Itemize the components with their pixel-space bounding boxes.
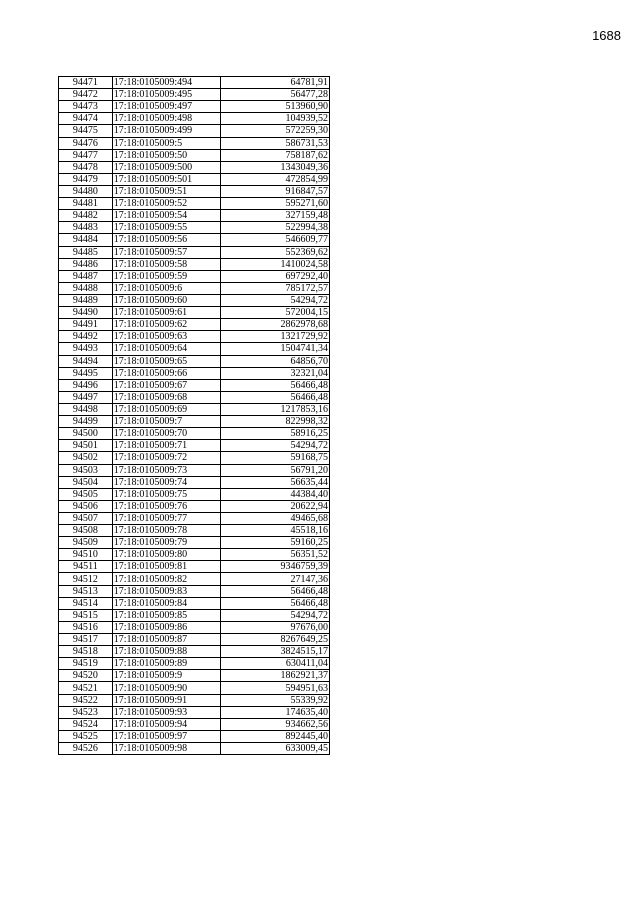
row-id-cell: 94507 [59, 512, 113, 524]
table-row [59, 416, 330, 428]
value-cell: 513960,90 [220, 101, 329, 113]
cadastral-number-cell: 17:18:0105009:51 [112, 185, 220, 197]
row-id-cell: 94489 [59, 294, 113, 306]
cadastral-number-cell: 17:18:0105009:81 [112, 561, 220, 573]
row-id-cell: 94478 [59, 161, 113, 173]
table-row [59, 488, 330, 500]
row-id-cell: 94479 [59, 173, 113, 185]
value-cell: 472854,99 [220, 173, 329, 185]
row-id-cell: 94473 [59, 101, 113, 113]
row-id-cell: 94526 [59, 743, 113, 755]
value-cell: 104939,52 [220, 113, 329, 125]
row-id-cell: 94511 [59, 561, 113, 573]
cadastral-number-cell: 17:18:0105009:494 [112, 77, 220, 89]
value-cell: 522994,38 [220, 222, 329, 234]
cadastral-number-cell: 17:18:0105009:5 [112, 137, 220, 149]
row-id-cell: 94496 [59, 379, 113, 391]
value-cell: 56466,48 [220, 391, 329, 403]
cadastral-number-cell: 17:18:0105009:7 [112, 416, 220, 428]
row-id-cell: 94509 [59, 537, 113, 549]
row-id-cell: 94505 [59, 488, 113, 500]
row-id-cell: 94497 [59, 391, 113, 403]
value-cell: 552369,62 [220, 246, 329, 258]
cadastral-number-cell: 17:18:0105009:500 [112, 161, 220, 173]
row-id-cell: 94524 [59, 718, 113, 730]
cadastral-number-cell: 17:18:0105009:66 [112, 367, 220, 379]
table-row [59, 222, 330, 234]
value-cell: 327159,48 [220, 210, 329, 222]
table-row [59, 573, 330, 585]
value-cell: 56466,48 [220, 597, 329, 609]
data-table [58, 76, 330, 755]
value-cell: 3824515,17 [220, 646, 329, 658]
value-cell: 758187,62 [220, 149, 329, 161]
cadastral-number-cell: 17:18:0105009:9 [112, 670, 220, 682]
table-row [59, 331, 330, 343]
row-id-cell: 94522 [59, 694, 113, 706]
row-id-cell: 94474 [59, 113, 113, 125]
value-cell: 1343049,36 [220, 161, 329, 173]
value-cell: 8267649,25 [220, 634, 329, 646]
table-row [59, 234, 330, 246]
row-id-cell: 94480 [59, 185, 113, 197]
table-row [59, 173, 330, 185]
cadastral-number-cell: 17:18:0105009:82 [112, 573, 220, 585]
table-row [59, 89, 330, 101]
table-row [59, 452, 330, 464]
cadastral-number-cell: 17:18:0105009:83 [112, 585, 220, 597]
value-cell: 595271,60 [220, 198, 329, 210]
value-cell: 1504741,34 [220, 343, 329, 355]
row-id-cell: 94523 [59, 706, 113, 718]
row-id-cell: 94493 [59, 343, 113, 355]
value-cell: 44384,40 [220, 488, 329, 500]
cadastral-number-cell: 17:18:0105009:85 [112, 609, 220, 621]
cadastral-number-cell: 17:18:0105009:98 [112, 743, 220, 755]
row-id-cell: 94484 [59, 234, 113, 246]
row-id-cell: 94501 [59, 440, 113, 452]
table-row [59, 161, 330, 173]
table-row [59, 270, 330, 282]
value-cell: 32321,04 [220, 367, 329, 379]
cadastral-number-cell: 17:18:0105009:497 [112, 101, 220, 113]
value-cell: 633009,45 [220, 743, 329, 755]
value-cell: 822998,32 [220, 416, 329, 428]
cadastral-number-cell: 17:18:0105009:86 [112, 621, 220, 633]
cadastral-number-cell: 17:18:0105009:84 [112, 597, 220, 609]
table-row [59, 355, 330, 367]
row-id-cell: 94499 [59, 416, 113, 428]
row-id-cell: 94517 [59, 634, 113, 646]
cadastral-number-cell: 17:18:0105009:498 [112, 113, 220, 125]
cadastral-number-cell: 17:18:0105009:58 [112, 258, 220, 270]
table-row [59, 525, 330, 537]
value-cell: 594951,63 [220, 682, 329, 694]
row-id-cell: 94520 [59, 670, 113, 682]
value-cell: 20622,94 [220, 500, 329, 512]
cadastral-number-cell: 17:18:0105009:80 [112, 549, 220, 561]
cadastral-number-cell: 17:18:0105009:79 [112, 537, 220, 549]
value-cell: 45518,16 [220, 525, 329, 537]
value-cell: 56791,20 [220, 464, 329, 476]
table-row [59, 343, 330, 355]
cadastral-number-cell: 17:18:0105009:88 [112, 646, 220, 658]
row-id-cell: 94494 [59, 355, 113, 367]
cadastral-number-cell: 17:18:0105009:72 [112, 452, 220, 464]
row-id-cell: 94508 [59, 525, 113, 537]
cadastral-number-cell: 17:18:0105009:93 [112, 706, 220, 718]
table-row [59, 428, 330, 440]
table-row [59, 718, 330, 730]
cadastral-number-cell: 17:18:0105009:56 [112, 234, 220, 246]
value-cell: 934662,56 [220, 718, 329, 730]
table-row [59, 743, 330, 755]
cadastral-number-cell: 17:18:0105009:94 [112, 718, 220, 730]
value-cell: 586731,53 [220, 137, 329, 149]
table-row [59, 137, 330, 149]
value-cell: 546609,77 [220, 234, 329, 246]
row-id-cell: 94500 [59, 428, 113, 440]
cadastral-number-cell: 17:18:0105009:91 [112, 694, 220, 706]
table-row [59, 440, 330, 452]
value-cell: 697292,40 [220, 270, 329, 282]
table-row [59, 125, 330, 137]
row-id-cell: 94519 [59, 658, 113, 670]
row-id-cell: 94482 [59, 210, 113, 222]
cadastral-number-cell: 17:18:0105009:97 [112, 730, 220, 742]
value-cell: 64781,91 [220, 77, 329, 89]
cadastral-number-cell: 17:18:0105009:57 [112, 246, 220, 258]
table-row [59, 706, 330, 718]
table-row [59, 646, 330, 658]
value-cell: 1321729,92 [220, 331, 329, 343]
table-row [59, 391, 330, 403]
value-cell: 56635,44 [220, 476, 329, 488]
cadastral-number-cell: 17:18:0105009:75 [112, 488, 220, 500]
value-cell: 64856,70 [220, 355, 329, 367]
value-cell: 630411,04 [220, 658, 329, 670]
table-row [59, 379, 330, 391]
value-cell: 785172,57 [220, 282, 329, 294]
row-id-cell: 94486 [59, 258, 113, 270]
cadastral-number-cell: 17:18:0105009:69 [112, 403, 220, 415]
value-cell: 54294,72 [220, 440, 329, 452]
row-id-cell: 94515 [59, 609, 113, 621]
table-row [59, 597, 330, 609]
table-row [59, 210, 330, 222]
table-row [59, 113, 330, 125]
row-id-cell: 94491 [59, 319, 113, 331]
cadastral-number-cell: 17:18:0105009:76 [112, 500, 220, 512]
row-id-cell: 94510 [59, 549, 113, 561]
row-id-cell: 94525 [59, 730, 113, 742]
row-id-cell: 94503 [59, 464, 113, 476]
table-row [59, 512, 330, 524]
table-row [59, 307, 330, 319]
table-row [59, 609, 330, 621]
table-row [59, 246, 330, 258]
row-id-cell: 94514 [59, 597, 113, 609]
cadastral-number-cell: 17:18:0105009:54 [112, 210, 220, 222]
table-row [59, 476, 330, 488]
row-id-cell: 94513 [59, 585, 113, 597]
row-id-cell: 94518 [59, 646, 113, 658]
table-row [59, 549, 330, 561]
value-cell: 1410024,58 [220, 258, 329, 270]
cadastral-number-cell: 17:18:0105009:74 [112, 476, 220, 488]
row-id-cell: 94477 [59, 149, 113, 161]
cadastral-number-cell: 17:18:0105009:55 [112, 222, 220, 234]
row-id-cell: 94485 [59, 246, 113, 258]
row-id-cell: 94487 [59, 270, 113, 282]
table-row [59, 403, 330, 415]
table-row [59, 730, 330, 742]
cadastral-number-cell: 17:18:0105009:495 [112, 89, 220, 101]
table-row [59, 149, 330, 161]
cadastral-number-cell: 17:18:0105009:6 [112, 282, 220, 294]
table-row [59, 537, 330, 549]
table-row [59, 282, 330, 294]
cadastral-number-cell: 17:18:0105009:90 [112, 682, 220, 694]
row-id-cell: 94481 [59, 198, 113, 210]
cadastral-number-cell: 17:18:0105009:59 [112, 270, 220, 282]
value-cell: 55339,92 [220, 694, 329, 706]
table-row [59, 634, 330, 646]
cadastral-number-cell: 17:18:0105009:71 [112, 440, 220, 452]
cadastral-number-cell: 17:18:0105009:73 [112, 464, 220, 476]
table-row [59, 585, 330, 597]
table-row [59, 101, 330, 113]
value-cell: 54294,72 [220, 294, 329, 306]
row-id-cell: 94495 [59, 367, 113, 379]
row-id-cell: 94471 [59, 77, 113, 89]
cadastral-number-cell: 17:18:0105009:64 [112, 343, 220, 355]
cadastral-number-cell: 17:18:0105009:65 [112, 355, 220, 367]
value-cell: 1217853,16 [220, 403, 329, 415]
value-cell: 59160,25 [220, 537, 329, 549]
cadastral-number-cell: 17:18:0105009:62 [112, 319, 220, 331]
cadastral-number-cell: 17:18:0105009:70 [112, 428, 220, 440]
row-id-cell: 94504 [59, 476, 113, 488]
row-id-cell: 94475 [59, 125, 113, 137]
value-cell: 56466,48 [220, 379, 329, 391]
row-id-cell: 94502 [59, 452, 113, 464]
table-row [59, 658, 330, 670]
cadastral-number-cell: 17:18:0105009:77 [112, 512, 220, 524]
table-body [59, 77, 330, 755]
value-cell: 59168,75 [220, 452, 329, 464]
table-row [59, 670, 330, 682]
value-cell: 58916,25 [220, 428, 329, 440]
table-row [59, 198, 330, 210]
cadastral-number-cell: 17:18:0105009:89 [112, 658, 220, 670]
value-cell: 49465,68 [220, 512, 329, 524]
value-cell: 56466,48 [220, 585, 329, 597]
value-cell: 56351,52 [220, 549, 329, 561]
cadastral-number-cell: 17:18:0105009:499 [112, 125, 220, 137]
cadastral-number-cell: 17:18:0105009:67 [112, 379, 220, 391]
page-number: 1688 [592, 28, 621, 43]
row-id-cell: 94521 [59, 682, 113, 694]
cadastral-number-cell: 17:18:0105009:68 [112, 391, 220, 403]
row-id-cell: 94490 [59, 307, 113, 319]
row-id-cell: 94492 [59, 331, 113, 343]
cadastral-number-cell: 17:18:0105009:501 [112, 173, 220, 185]
row-id-cell: 94488 [59, 282, 113, 294]
table-row [59, 294, 330, 306]
row-id-cell: 94512 [59, 573, 113, 585]
row-id-cell: 94498 [59, 403, 113, 415]
table-row [59, 185, 330, 197]
table-row [59, 319, 330, 331]
value-cell: 1862921,37 [220, 670, 329, 682]
row-id-cell: 94506 [59, 500, 113, 512]
table-row [59, 682, 330, 694]
value-cell: 916847,57 [220, 185, 329, 197]
table-row [59, 464, 330, 476]
cadastral-number-cell: 17:18:0105009:52 [112, 198, 220, 210]
table-row [59, 77, 330, 89]
table-row [59, 621, 330, 633]
cadastral-number-cell: 17:18:0105009:60 [112, 294, 220, 306]
table-row [59, 258, 330, 270]
row-id-cell: 94472 [59, 89, 113, 101]
table-row [59, 500, 330, 512]
value-cell: 572004,15 [220, 307, 329, 319]
row-id-cell: 94476 [59, 137, 113, 149]
cadastral-number-cell: 17:18:0105009:78 [112, 525, 220, 537]
table-row [59, 561, 330, 573]
value-cell: 2862978,68 [220, 319, 329, 331]
cadastral-number-cell: 17:18:0105009:50 [112, 149, 220, 161]
value-cell: 572259,30 [220, 125, 329, 137]
row-id-cell: 94483 [59, 222, 113, 234]
cadastral-number-cell: 17:18:0105009:61 [112, 307, 220, 319]
cadastral-number-cell: 17:18:0105009:63 [112, 331, 220, 343]
table-row [59, 694, 330, 706]
row-id-cell: 94516 [59, 621, 113, 633]
value-cell: 56477,28 [220, 89, 329, 101]
value-cell: 174635,40 [220, 706, 329, 718]
value-cell: 27147,36 [220, 573, 329, 585]
value-cell: 892445,40 [220, 730, 329, 742]
value-cell: 97676,00 [220, 621, 329, 633]
table-row [59, 367, 330, 379]
value-cell: 54294,72 [220, 609, 329, 621]
value-cell: 9346759,39 [220, 561, 329, 573]
cadastral-number-cell: 17:18:0105009:87 [112, 634, 220, 646]
